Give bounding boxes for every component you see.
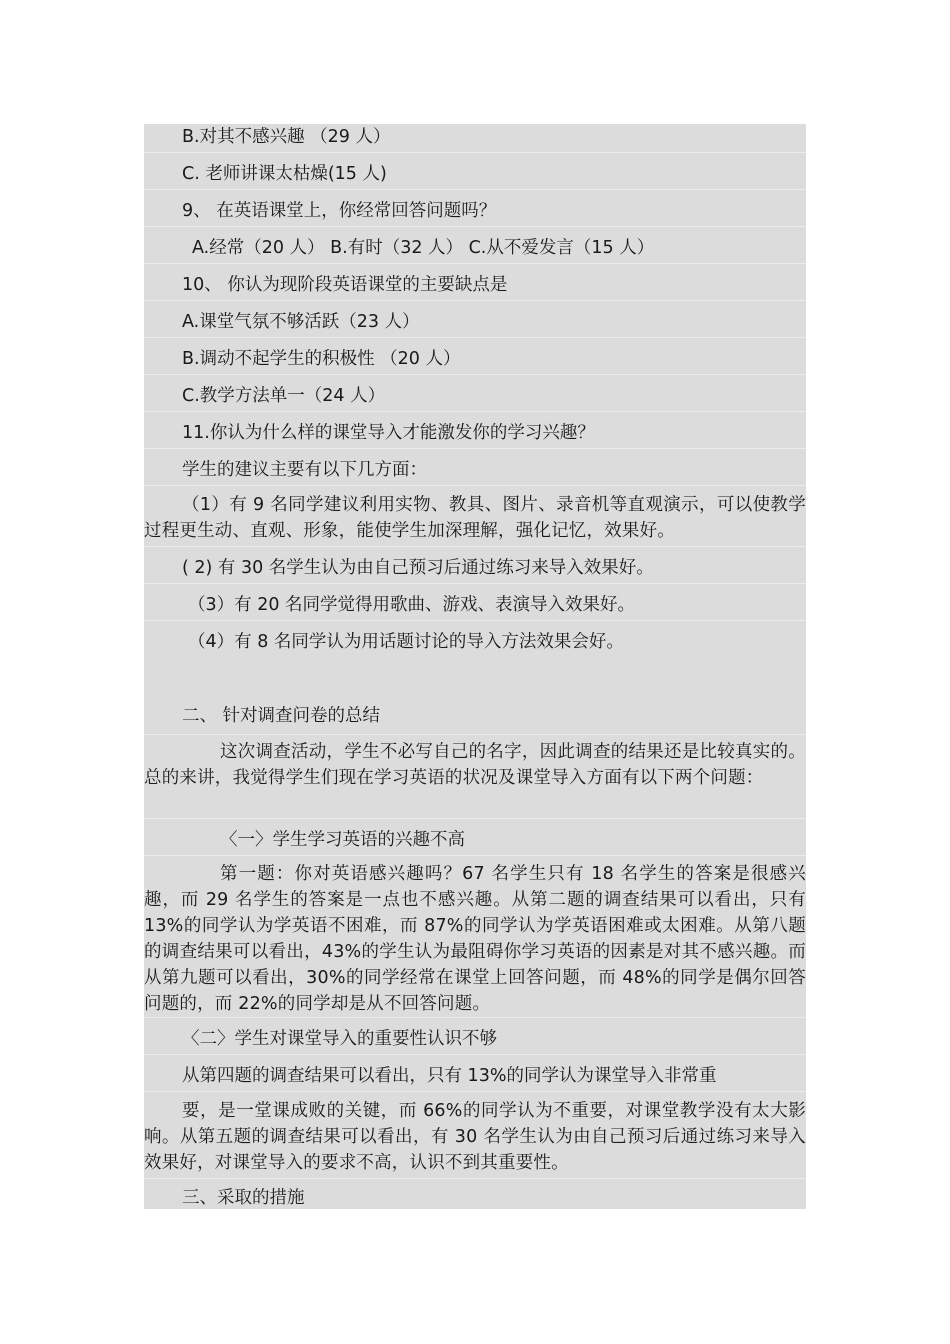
row-divider [144,1178,806,1179]
row-divider [144,1091,806,1092]
suggestion-item: （4）有 8 名同学认为用话题讨论的导入方法效果会好。 [188,632,624,652]
analysis-paragraph: 要，是一堂课成败的关键，而 66%的同学认为不重要，对课堂教学没有太大影响。从第五题的调查结果可以看出，有 30 名学生认为由自己预习后通过练习来导入效果好，对课堂导入的要求不高，认识不到其重要性。 [144,1101,806,1173]
suggestion-item: ( 2) 有 30 名学生认为由自己预习后通过练习来导入效果好。 [182,558,654,578]
row-divider [144,546,806,547]
question-9: 9、 在英语课堂上，你经常回答问题吗？ [182,201,497,221]
row-divider [144,226,806,227]
row-divider [144,374,806,375]
section-heading: 三、采取的措施 [182,1188,305,1208]
row-divider [144,855,806,856]
row-divider [144,300,806,301]
body-text: 学生的建议主要有以下几方面： [182,460,427,480]
answer-option: B.对其不感兴趣 （29 人） [182,127,391,147]
row-divider [144,189,806,190]
row-divider [144,485,806,486]
row-divider [144,734,806,735]
row-divider [144,411,806,412]
answer-option: B.调动不起学生的积极性 （20 人） [182,349,461,369]
row-divider [144,620,806,621]
answer-option: A.课堂气氛不够活跃（23 人） [182,312,420,332]
answer-options-row: A.经常（20 人） B.有时（32 人） C.从不爱发言（15 人） [192,238,655,258]
question-10: 10、 你认为现阶段英语课堂的主要缺点是 [182,275,508,295]
suggestion-paragraph: （1）有 9 名同学建议利用实物、教具、图片、录音机等直观演示，可以使教学过程更生动、直观、形象，能使学生加深理解，强化记忆，效果好。 [144,495,806,541]
analysis-paragraph: 第一题：你对英语感兴趣吗？67 名学生只有 18 名学生的答案是很感兴趣，而 29 名学生的答案是一点也不感兴趣。从第二题的调查结果可以看出，只有 13%的同学认为学英语不困难，而 87%的同学认为学英语困难或太困难。从第八题的调查结果可以看出，43%的学生认为最阻碍你学习英语的因素是对其不感兴趣。而从第九题可以看出，30%的同学经常在课堂上回答问题，而 48%的同学是偶尔回答问题的，而 22%的同学却是从不回答问题。 [144,864,806,1014]
row-divider [144,263,806,264]
row-divider [144,448,806,449]
question-11: 11.你认为什么样的课堂导入才能激发你的学习兴趣？ [182,423,595,443]
row-divider [144,818,806,819]
suggestion-item: （3）有 20 名同学觉得用歌曲、游戏、表演导入效果好。 [188,595,636,615]
section-heading: 二、 针对调查问卷的总结 [182,706,381,726]
subsection-heading: 〈二〉学生对课堂导入的重要性认识不够 [182,1029,497,1049]
answer-option: C. 老师讲课太枯燥(15 人) [182,164,387,184]
row-divider [144,152,806,153]
row-divider [144,583,806,584]
subsection-heading: 〈一〉学生学习英语的兴趣不高 [220,830,465,850]
row-divider [144,1017,806,1018]
answer-option: C.教学方法单一（24 人） [182,386,386,406]
row-divider [144,337,806,338]
summary-paragraph: 这次调查活动，学生不必写自己的名字，因此调查的结果还是比较真实的。总的来讲，我觉得学生们现在学习英语的状况及课堂导入方面有以下两个问题： [144,742,806,788]
row-divider [144,1054,806,1055]
body-text: 从第四题的调查结果可以看出，只有 13%的同学认为课堂导入非常重 [182,1066,717,1086]
